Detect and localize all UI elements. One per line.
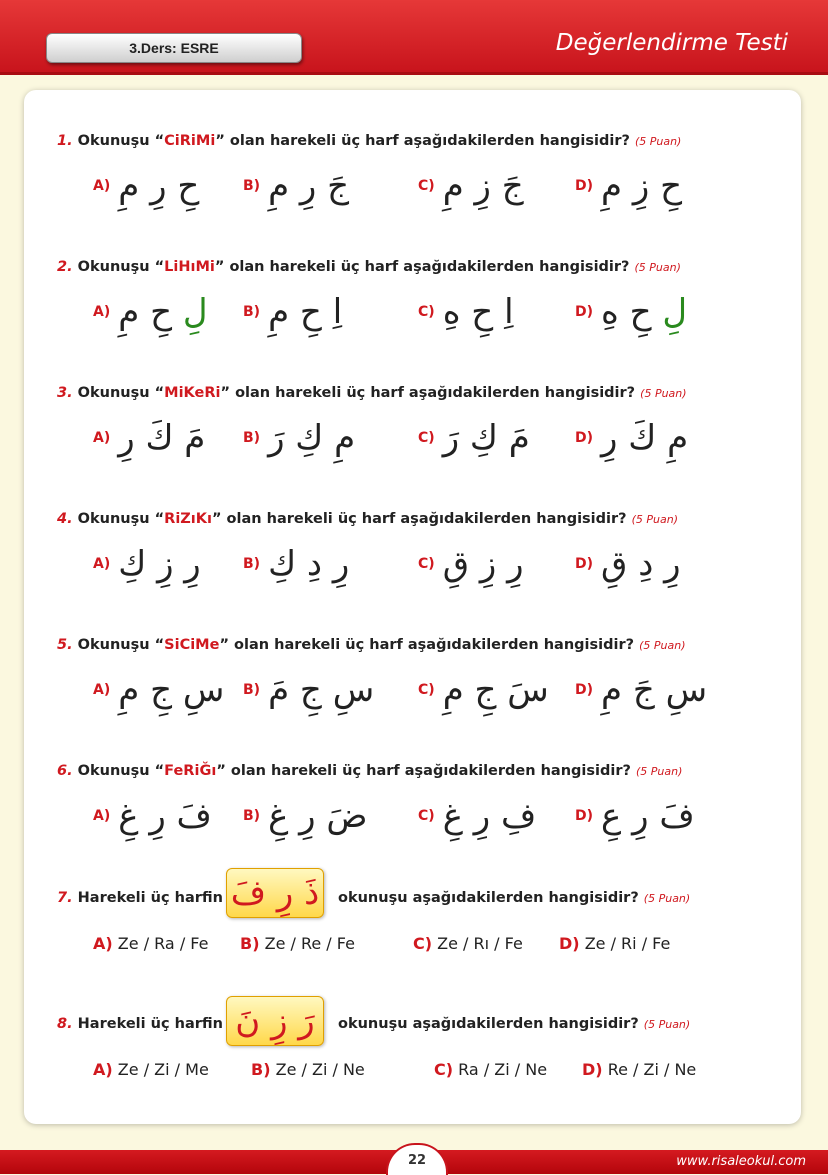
option-label: C)	[418, 304, 435, 320]
option-text: Ra / Zi / Ne	[458, 1060, 548, 1079]
option-a[interactable]	[93, 670, 224, 710]
option-label: A)	[93, 1060, 113, 1079]
question-number: 3.	[57, 385, 73, 401]
question-4	[57, 511, 678, 527]
arabic-letters: حِ رِ مِ	[118, 166, 200, 206]
option-label: B)	[243, 178, 261, 194]
option-label: B)	[243, 556, 261, 572]
arabic-letters: مَ كَ رِ	[118, 418, 206, 458]
option-d[interactable]	[575, 796, 695, 836]
option-a[interactable]	[93, 796, 212, 836]
option-label: B)	[243, 430, 261, 446]
option-label: C)	[418, 556, 435, 572]
option-b[interactable]	[243, 544, 349, 584]
option-text: Ze / Ri / Fe	[584, 934, 671, 953]
question-number: 8.	[57, 1016, 73, 1032]
question-8-rest	[338, 1016, 690, 1032]
points: (5 Puan)	[631, 513, 679, 526]
question-7	[57, 890, 223, 906]
lesson-label: 3.Ders: ESRE	[46, 33, 302, 63]
arabic-option	[601, 670, 707, 710]
option-c[interactable]	[413, 934, 523, 953]
question-text-pre: Okunuşu “	[77, 385, 165, 401]
option-text: Ze / Zi / Me	[117, 1060, 209, 1079]
option-label: B)	[243, 682, 261, 698]
arabic-option	[118, 418, 205, 458]
letters-box	[226, 868, 324, 918]
points: (5 Puan)	[635, 765, 683, 778]
option-label: D)	[575, 808, 594, 824]
option-label: D)	[582, 1060, 603, 1079]
website-link[interactable]: www.risaleokul.com	[676, 1154, 806, 1169]
question-text-pre: Okunuşu “	[77, 259, 165, 275]
option-c[interactable]	[434, 1060, 547, 1079]
arabic-letters: سِ جِ مِ	[118, 670, 225, 710]
option-label: B)	[251, 1060, 271, 1079]
arabic-letters: فَ رِ عِ	[601, 796, 695, 836]
arabic-option	[601, 544, 681, 584]
question-text-post: ” olan harekeli üç harf aşağıdakilerden hangisidir?	[211, 511, 627, 527]
arabic-option	[118, 670, 224, 710]
arabic-option	[268, 670, 374, 710]
option-c[interactable]	[418, 166, 524, 206]
reading-key: LiHıMi	[164, 259, 215, 275]
reading-key: MiKeRi	[164, 385, 221, 401]
option-label: B)	[243, 808, 261, 824]
question-text-post: ” olan harekeli üç harf aşağıdakilerden hangisidir?	[219, 637, 635, 653]
option-d[interactable]	[559, 934, 670, 953]
option-a[interactable]	[93, 292, 208, 332]
question-text-pre: Harekeli üç harfin	[77, 890, 223, 906]
arabic-letters: مِ كِ رَ	[268, 418, 356, 458]
question-7-rest	[338, 890, 690, 906]
arabic-letters: مَ كِ رَ	[442, 418, 530, 458]
question-text-post: ” olan harekeli üç harf aşağıdakilerden hangisidir?	[216, 763, 631, 779]
arabic-option	[601, 166, 682, 206]
option-a[interactable]	[93, 934, 208, 953]
question-text-post: ” olan harekeli üç harf aşağıdakilerden hangisidir?	[214, 259, 630, 275]
arabic-option	[443, 292, 514, 332]
option-label: A)	[93, 556, 111, 572]
reading-key: RiZıKı	[164, 511, 212, 527]
question-text-post: okunuşu aşağıdakilerden hangisidir?	[338, 1016, 639, 1032]
option-label: A)	[93, 682, 111, 698]
arabic-letters: رِ دِ كِ	[268, 544, 350, 584]
arabic-letters: جَ زِ مِ	[442, 166, 524, 206]
arabic-letters: حِ هِ	[601, 292, 663, 332]
option-label: A)	[93, 934, 113, 953]
option-text: Ze / Re / Fe	[264, 934, 355, 953]
question-2	[57, 259, 681, 275]
arabic-letters: رِ زِ قِ	[442, 544, 524, 584]
arabic-letters: اِ حِ مِ	[268, 292, 343, 332]
arabic-option	[443, 418, 530, 458]
arabic-letters: فِ رِ غِ	[442, 796, 537, 836]
option-c[interactable]	[418, 796, 536, 836]
arabic-option	[601, 418, 688, 458]
option-b[interactable]	[240, 934, 355, 953]
option-label: D)	[575, 430, 594, 446]
page-title: Değerlendirme Testi	[555, 30, 788, 56]
page-number: 22	[386, 1143, 448, 1175]
option-label: C)	[418, 682, 435, 698]
highlighted-letter: لِ	[662, 292, 688, 332]
question-text-pre: Okunuşu “	[77, 637, 165, 653]
question-number: 4.	[57, 511, 73, 527]
arabic-option	[443, 544, 524, 584]
option-text: Ze / Rı / Fe	[437, 934, 523, 953]
question-number: 1.	[57, 133, 73, 149]
arabic-option	[443, 796, 537, 836]
arabic-letters: جَ رِ مِ	[268, 166, 350, 206]
question-6	[57, 763, 682, 779]
option-label: C)	[434, 1060, 454, 1079]
arabic-letters: سِ جَ مِ	[601, 670, 708, 710]
option-c[interactable]	[418, 670, 549, 710]
arabic-option	[118, 544, 200, 584]
option-label: D)	[575, 178, 594, 194]
question-text-pre: Okunuşu “	[77, 763, 165, 779]
option-d[interactable]	[575, 292, 687, 332]
arabic-letters: سِ جِ مَ	[268, 670, 375, 710]
option-b[interactable]	[243, 418, 355, 458]
arabic-letters: مِ كَ رِ	[601, 418, 689, 458]
arabic-option	[268, 544, 349, 584]
arabic-option	[443, 166, 524, 206]
option-d[interactable]	[575, 544, 681, 584]
option-text: Ze / Zi / Ne	[275, 1060, 365, 1079]
option-b[interactable]	[243, 166, 349, 206]
option-text: Ze / Ra / Fe	[117, 934, 209, 953]
option-b[interactable]	[251, 1060, 365, 1079]
arabic-option	[118, 292, 207, 332]
points: (5 Puan)	[643, 892, 691, 905]
arabic-option	[118, 796, 212, 836]
option-a[interactable]	[93, 166, 199, 206]
points: (5 Puan)	[634, 135, 682, 148]
question-text-pre: Okunuşu “	[77, 511, 165, 527]
option-label: A)	[93, 178, 111, 194]
option-d[interactable]	[575, 166, 682, 206]
question-3	[57, 385, 687, 401]
arabic-option	[443, 670, 549, 710]
question-number: 7.	[57, 890, 73, 906]
option-label: D)	[559, 934, 580, 953]
question-number: 6.	[57, 763, 73, 779]
option-c[interactable]	[418, 544, 524, 584]
arabic-letters: رَ زِ نَ	[235, 1001, 315, 1041]
arabic-letters: سَ جِ مِ	[442, 670, 549, 710]
arabic-option	[601, 292, 687, 332]
question-number: 5.	[57, 637, 73, 653]
arabic-option	[268, 292, 342, 332]
highlighted-letter: لِ	[182, 292, 208, 332]
option-label: A)	[93, 430, 111, 446]
option-label: C)	[418, 178, 435, 194]
letters-box	[226, 996, 324, 1046]
option-text: Re / Zi / Ne	[607, 1060, 697, 1079]
arabic-letters: اِ حِ هِ	[442, 292, 514, 332]
arabic-letters: حِ زِ مِ	[601, 166, 683, 206]
question-text-pre: Harekeli üç harfin	[77, 1016, 223, 1032]
arabic-option	[118, 166, 199, 206]
question-8	[57, 1016, 223, 1032]
option-label: B)	[243, 304, 261, 320]
points: (5 Puan)	[639, 639, 686, 652]
option-label: A)	[93, 808, 111, 824]
option-d[interactable]	[575, 670, 707, 710]
option-c[interactable]	[418, 418, 530, 458]
reading-key: FeRiĞı	[164, 763, 217, 779]
reading-key: SiCiMe	[164, 637, 220, 653]
arabic-letters: رِ زِ كِ	[118, 544, 201, 584]
question-text-post: ” olan harekeli üç harf aşağıdakilerden hangisidir?	[215, 133, 630, 149]
arabic-letters: ضَ رِ غِ	[268, 796, 368, 836]
option-b[interactable]	[243, 292, 342, 332]
option-label: B)	[240, 934, 260, 953]
question-text-post: okunuşu aşağıdakilerden hangisidir?	[338, 890, 639, 906]
arabic-letters: حِ مِ	[118, 292, 183, 332]
option-a[interactable]	[93, 1060, 209, 1079]
arabic-option	[268, 418, 355, 458]
option-a[interactable]	[93, 544, 201, 584]
option-b[interactable]	[243, 796, 368, 836]
arabic-letters: رِ دِ قِ	[601, 544, 681, 584]
points: (5 Puan)	[640, 387, 687, 400]
option-a[interactable]	[93, 418, 205, 458]
option-label: C)	[413, 934, 433, 953]
arabic-letters: ذَ رِ فَ	[230, 873, 320, 913]
question-5	[57, 637, 686, 653]
option-b[interactable]	[243, 670, 374, 710]
option-label: C)	[418, 430, 435, 446]
option-label: D)	[575, 556, 594, 572]
points: (5 Puan)	[643, 1018, 691, 1031]
arabic-option	[601, 796, 695, 836]
option-label: C)	[418, 808, 435, 824]
test-card	[24, 90, 801, 1124]
reading-key: CiRiMi	[164, 133, 216, 149]
option-d[interactable]	[575, 418, 688, 458]
option-label: D)	[575, 304, 594, 320]
option-d[interactable]	[582, 1060, 696, 1079]
arabic-option	[268, 796, 367, 836]
question-1	[57, 133, 681, 149]
question-text-pre: Okunuşu “	[77, 133, 165, 149]
points: (5 Puan)	[634, 261, 681, 274]
option-label: D)	[575, 682, 594, 698]
option-c[interactable]	[418, 292, 514, 332]
question-text-post: ” olan harekeli üç harf aşağıdakilerden hangisidir?	[220, 385, 636, 401]
question-number: 2.	[57, 259, 73, 275]
option-label: A)	[93, 304, 111, 320]
arabic-option	[268, 166, 349, 206]
arabic-letters: فَ رِ غِ	[118, 796, 212, 836]
